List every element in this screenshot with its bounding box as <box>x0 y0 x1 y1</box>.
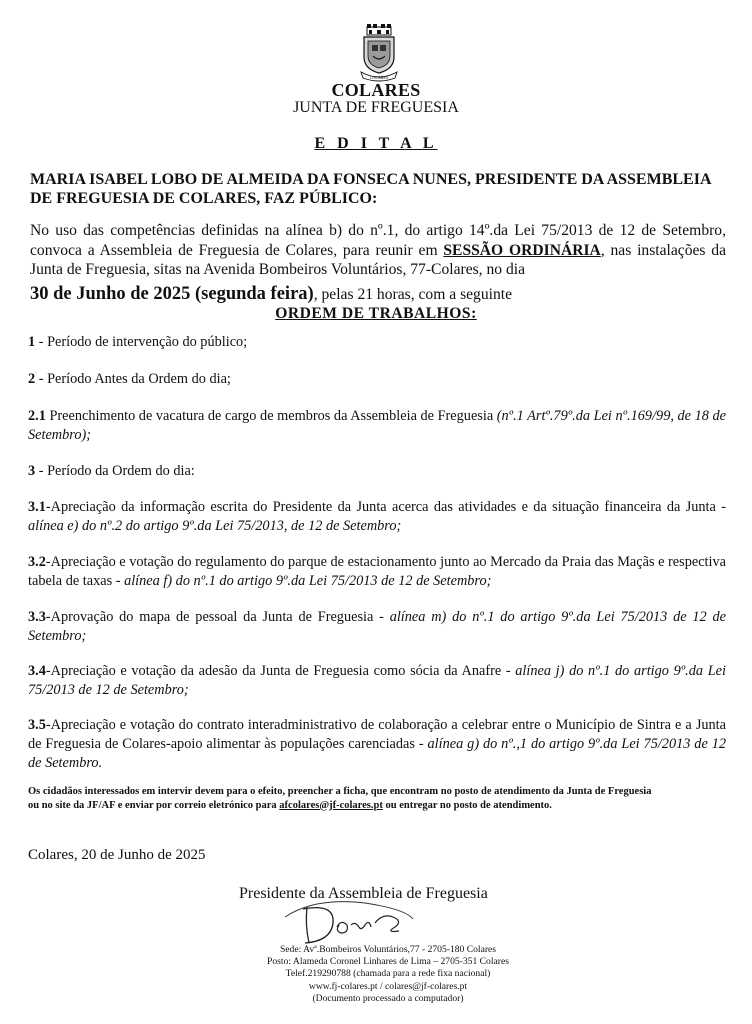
agenda-item-reference: alínea g) do nº.,1 do artigo 9º.da Lei 75/2013 de 12 de Setembro. <box>28 736 726 771</box>
contact-footer <box>230 944 546 1005</box>
agenda-item-number: 3.3 <box>28 609 46 625</box>
footer-phone: Telef.219290788 (chamada para a rede fixa nacional) <box>285 968 491 980</box>
place-and-date: Colares, 20 de Junho de 2025 <box>28 847 206 863</box>
agenda-item <box>28 608 726 646</box>
agenda-item-text: -Apreciação da informação escrita do Presidente da Junta acerca das atividades e da situação financeira da Junta - <box>45 499 726 515</box>
agenda-item-text: Preenchimento de vacatura de cargo de membros da Assembleia de Freguesia <box>45 408 497 424</box>
notice-line <box>28 799 728 813</box>
intro-paragraph <box>30 221 726 280</box>
agenda-item-reference: alínea m) do nº.1 do artigo 9º.da Lei 75/2013 de 12 de Setembro; <box>28 609 727 644</box>
org-subtitle: JUNTA DE FREGUESIA <box>293 99 459 116</box>
document-title: E D I T A L <box>314 135 438 152</box>
agenda-item <box>28 333 726 352</box>
agenda-item <box>28 553 726 591</box>
agenda-item-number: 3.2 <box>28 554 46 570</box>
session-type: SESSÃO ORDINÁRIA <box>443 241 601 259</box>
agenda-item-number: 3 <box>28 463 36 479</box>
agenda-item-reference: alínea j) do nº.1 do artigo 9º.da Lei 75/2013 de 12 de Setembro; <box>28 663 726 698</box>
footer-address: Sede: Avª.Bombeiros Voluntários,77 - 2705-180 Colares <box>279 944 497 955</box>
signatory-title: Presidente da Assembleia de Freguesia <box>239 885 488 902</box>
intro-text: No uso das competências definidas na alínea b) do nº.1, do artigo 14º.da Lei 75/2013 de 12 de Setembro, convoca a Assembleia de Freguesia de Colares, para reunir em <box>30 222 726 259</box>
agenda-item-text: - Período da Ordem do dia: <box>35 463 195 479</box>
notice-text: ou entregar no posto de atendimento. <box>382 799 552 811</box>
footer-web: www.fj-colares.pt / colares@jf-colares.pt <box>308 980 468 992</box>
intro-text-cont: , nas instalações da Junta de Freguesia, sitas na Avenida Bombeiros Voluntários, 77-Colares, no dia <box>30 241 726 278</box>
agenda-item <box>28 498 726 536</box>
agenda-item-number: 3.5 <box>28 717 46 733</box>
agenda-item-number: 2 <box>28 371 36 387</box>
agenda-item-reference: alínea f) do nº.1 do artigo 9º.da Lei 75/2013 de 12 de Setembro; <box>124 573 492 589</box>
agenda-item <box>28 370 726 389</box>
crest-ribbon-text: COLARES <box>369 75 389 80</box>
email-link[interactable]: afcolares@jf-colares.pt <box>279 799 383 811</box>
agenda-item-text: -Apreciação e votação da adesão da Junta de Freguesia como sócia da Anafre - <box>45 663 516 679</box>
agenda-item <box>28 462 726 481</box>
notice-text: ou no site da JF/AF e enviar por correio eletrónico para <box>28 799 280 811</box>
agenda-item-text: - Período Antes da Ordem do dia; <box>35 371 231 387</box>
participation-notice <box>28 785 728 812</box>
notice-line: Os cidadãos interessados em intervir devem para o efeito, preencher a ficha, que encontram no posto de atendimento da Junta de Freguesia <box>28 786 652 797</box>
agenda-item <box>28 662 726 700</box>
footer-note: (Documento processado a computador) <box>312 992 464 1004</box>
coat-of-arms-icon <box>355 24 403 82</box>
org-name: COLARES <box>331 80 421 100</box>
agenda-item-text: - Período de intervenção do público; <box>35 334 248 350</box>
agenda-item-text: -Apreciação e votação do contrato interadministrativo de colaboração a celebrar entre o Município de Sintra e a Junta de Freguesia de Colares-apoio alimentar às populações carenciadas - <box>28 717 726 752</box>
agenda-item-number: 2.1 <box>28 408 46 424</box>
agenda-item-reference: alínea e) do nº.2 do artigo 9º.da Lei 75/2013, de 12 de Setembro; <box>28 518 402 534</box>
meeting-date: 30 de Junho de 2025 (segunda feira) <box>30 284 314 304</box>
agenda-item-number: 1 <box>28 334 36 350</box>
agenda-item-number: 3.4 <box>28 663 46 679</box>
proclamation-heading: MARIA ISABEL LOBO DE ALMEIDA DA FONSECA NUNES, PRESIDENTE DA ASSEMBLEIA DE FREGUESIA DE COLARES, FAZ PÚBLICO: <box>30 171 711 207</box>
agenda-item-number: 3.1 <box>28 499 46 515</box>
handwritten-signature <box>275 895 425 950</box>
agenda-item-text: -Aprovação do mapa de pessoal da Junta de Freguesia - <box>45 609 390 625</box>
meeting-date-line <box>30 284 512 305</box>
agenda-item <box>28 716 726 773</box>
meeting-time: , pelas 21 horas, com a seguinte <box>313 286 513 303</box>
agenda-item-reference: (nº.1 Artº.79º.da Lei nº.169/99, de 18 de Setembro); <box>28 408 726 443</box>
footer-address: Posto: Alameda Coronel Linhares de Lima – 2705-351 Colares <box>267 956 509 968</box>
agenda-item-text: -Apreciação e votação do regulamento do parque de estacionamento junto ao Mercado da Praia das Maçãs e respectiva tabela de taxas - <box>28 554 726 589</box>
agenda-item <box>28 407 726 445</box>
agenda-title: ORDEM DE TRABALHOS: <box>275 305 477 322</box>
